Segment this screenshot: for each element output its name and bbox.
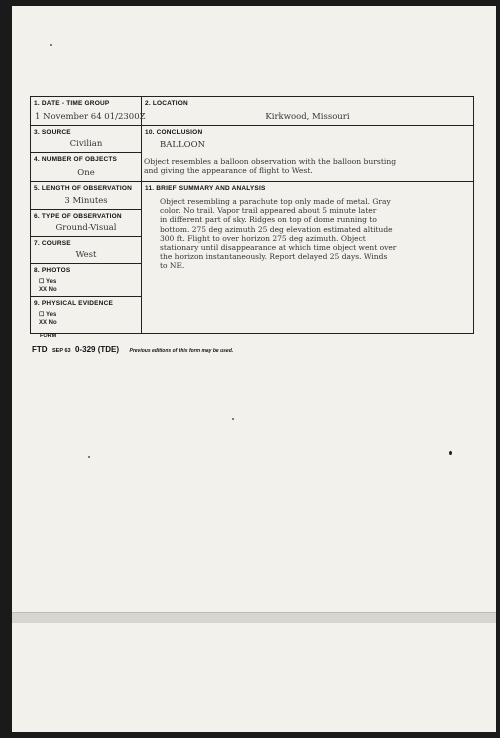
summary-line: Object resembling a parachute top only made of metal. Gray bbox=[160, 197, 391, 206]
type-of-observation-cell bbox=[31, 210, 141, 237]
conclusion-detail bbox=[144, 157, 470, 176]
form-note: Previous editions of this form may be used. bbox=[129, 348, 234, 354]
ufo-report-form bbox=[30, 96, 474, 334]
photos-cell bbox=[31, 264, 141, 297]
form-left-column bbox=[31, 97, 146, 333]
length-of-observation-label: 5. LENGTH OF OBSERVATION bbox=[34, 185, 132, 192]
summary-line: stationary until disappearance at which time object went over bbox=[160, 243, 397, 253]
photos-label: 8. PHOTOS bbox=[34, 267, 71, 274]
physical-evidence-yes-option: ☐ Yes bbox=[39, 312, 57, 318]
location-label: 2. LOCATION bbox=[145, 100, 188, 107]
summary-line: the horizon instantaneously. Report delayed 25 days. Winds bbox=[160, 252, 388, 262]
location-cell bbox=[142, 97, 473, 126]
scan-speck bbox=[88, 456, 90, 458]
type-of-observation-value: Ground-Visual bbox=[55, 223, 117, 233]
summary-line: bottom. 275 deg azimuth 25 deg elevation estimated altitude bbox=[160, 224, 393, 234]
physical-evidence-no-option: XX No bbox=[39, 320, 57, 326]
page-bottom-band bbox=[12, 612, 496, 623]
physical-evidence-label: 9. PHYSICAL EVIDENCE bbox=[34, 300, 114, 307]
form-label: FORM bbox=[40, 333, 57, 339]
number-of-objects-value: One bbox=[77, 168, 95, 178]
brief-summary-cell bbox=[142, 182, 473, 333]
physical-evidence-cell bbox=[31, 297, 141, 333]
photos-no-option: XX No bbox=[39, 287, 57, 293]
date-time-group-cell bbox=[31, 97, 146, 126]
course-value: West bbox=[75, 250, 97, 260]
length-of-observation-cell bbox=[31, 182, 141, 210]
date-time-group-label: 1. DATE - TIME GROUP bbox=[34, 100, 110, 107]
form-right-column bbox=[142, 97, 473, 333]
source-cell bbox=[31, 126, 141, 153]
scan-speck bbox=[50, 44, 52, 46]
conclusion-detail-line: Object resembles a balloon observation with the balloon bursting bbox=[144, 157, 397, 166]
form-code: 0-329 (TDE) bbox=[75, 345, 120, 354]
length-of-observation-value: 3 Minutes bbox=[64, 196, 108, 206]
summary-line: 300 ft. Flight to over horizon 275 deg azimuth. Object bbox=[160, 233, 366, 243]
conclusion-detail-line: and giving the appearance of flight to West. bbox=[144, 166, 313, 176]
photos-checkboxes bbox=[39, 278, 57, 294]
source-value: Civilian bbox=[69, 139, 103, 149]
summary-line: in different part of sky. Ridges on top of dome running to bbox=[160, 215, 377, 225]
conclusion-value: BALLOON bbox=[160, 140, 206, 150]
type-of-observation-label: 6. TYPE OF OBSERVATION bbox=[34, 213, 122, 220]
date-time-group-value: 1 November 64 01/2300Z bbox=[35, 112, 146, 122]
number-of-objects-cell bbox=[31, 153, 141, 182]
brief-summary-text bbox=[160, 197, 472, 271]
source-label: 3. SOURCE bbox=[34, 129, 71, 136]
summary-line: to NE. bbox=[160, 261, 185, 271]
course-label: 7. COURSE bbox=[34, 240, 71, 247]
photos-yes-option: ☐ Yes bbox=[39, 279, 57, 285]
summary-line: color. No trail. Vapor trail appeared about 5 minute later bbox=[160, 206, 377, 216]
course-cell bbox=[31, 237, 141, 264]
form-footer bbox=[32, 333, 233, 357]
conclusion-label: 10. CONCLUSION bbox=[145, 129, 203, 136]
scan-speck bbox=[232, 418, 234, 420]
number-of-objects-label: 4. NUMBER OF OBJECTS bbox=[34, 156, 118, 163]
location-value: Kirkwood, Missouri bbox=[265, 112, 350, 122]
brief-summary-label: 11. BRIEF SUMMARY AND ANALYSIS bbox=[145, 185, 266, 192]
form-number: FTD bbox=[32, 345, 48, 354]
scan-speck bbox=[449, 451, 452, 455]
conclusion-cell bbox=[142, 126, 473, 182]
physical-evidence-checkboxes bbox=[39, 311, 57, 327]
form-date: SEP 63 bbox=[52, 348, 71, 354]
